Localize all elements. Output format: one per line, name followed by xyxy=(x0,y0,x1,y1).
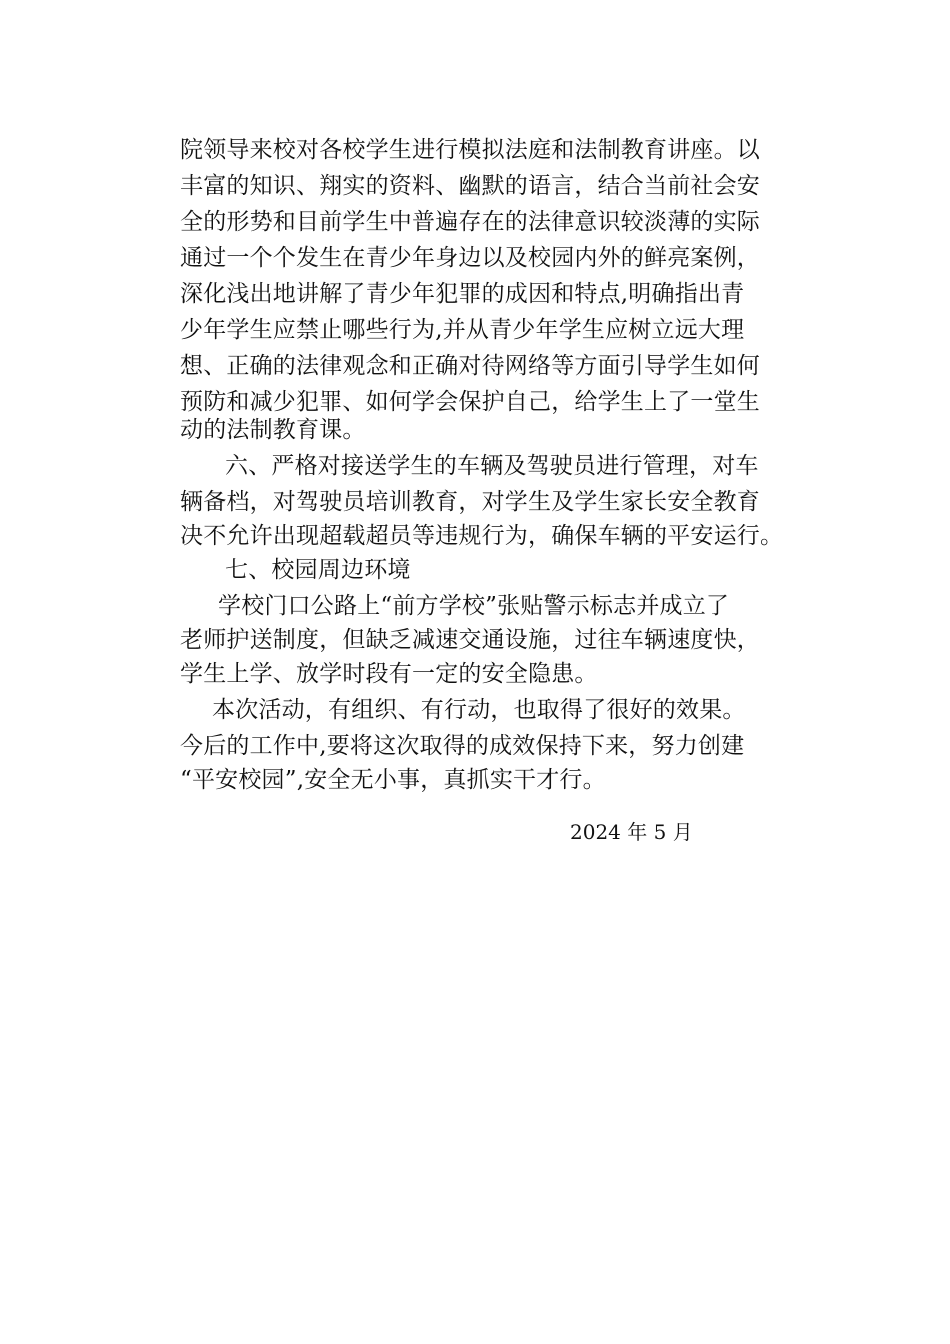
paragraph-5-line-3: “平安校园”,安全无小事，真抓实干才行。 xyxy=(180,767,606,793)
paragraph-2-line-2: 辆备档，对驾驶员培训教育，对学生及学生家长安全教育 xyxy=(180,489,760,515)
paragraph-2-line-3: 决不允许出现超载超员等违规行为，确保车辆的平安运行。 xyxy=(180,523,784,549)
paragraph-1-line-3: 全的形势和目前学生中普遍存在的法律意识较淡薄的实际 xyxy=(180,209,760,235)
paragraph-1-line-1: 院领导来校对各校学生进行模拟法庭和法制教育讲座。以 xyxy=(180,137,760,163)
paragraph-1-line-6: 少年学生应禁止哪些行为,并从青少年学生应树立远大理 xyxy=(180,317,745,343)
paragraph-1-line-9: 动的法制教育课。 xyxy=(180,417,366,443)
paragraph-2-line-1: 六、严格对接送学生的车辆及驾驶员进行管理，对车 xyxy=(225,453,759,479)
paragraph-5-line-1: 本次活动，有组织、有行动，也取得了很好的效果。 xyxy=(212,697,746,723)
paragraph-1-line-4: 通过一个个发生在青少年身边以及校园内外的鲜亮案例， xyxy=(180,245,760,271)
paragraph-1-line-2: 丰富的知识、翔实的资料、幽默的语言，结合当前社会安 xyxy=(180,173,760,199)
paragraph-1-line-8: 预防和减少犯罪、如何学会保护自己，给学生上了一堂生 xyxy=(180,389,760,415)
paragraph-1-line-5: 深化浅出地讲解了青少年犯罪的成因和特点,明确指出青 xyxy=(180,281,745,307)
section-heading-surroundings: 七、校园周边环境 xyxy=(225,557,411,583)
paragraph-4-line-2: 老师护送制度，但缺乏减速交通设施，过往车辆速度快， xyxy=(180,627,760,653)
paragraph-5-line-2: 今后的工作中,要将这次取得的成效保持下来，努力创建 xyxy=(180,733,745,759)
paragraph-1-line-7: 想、正确的法律观念和正确对待网络等方面引导学生如何 xyxy=(180,353,760,379)
paragraph-4-line-1: 学校门口公路上“前方学校”张贴警示标志并成立了 xyxy=(218,593,730,619)
document-date: 2024 年 5 月 xyxy=(570,820,693,844)
paragraph-4-line-3: 学生上学、放学时段有一定的安全隐患。 xyxy=(180,661,598,687)
